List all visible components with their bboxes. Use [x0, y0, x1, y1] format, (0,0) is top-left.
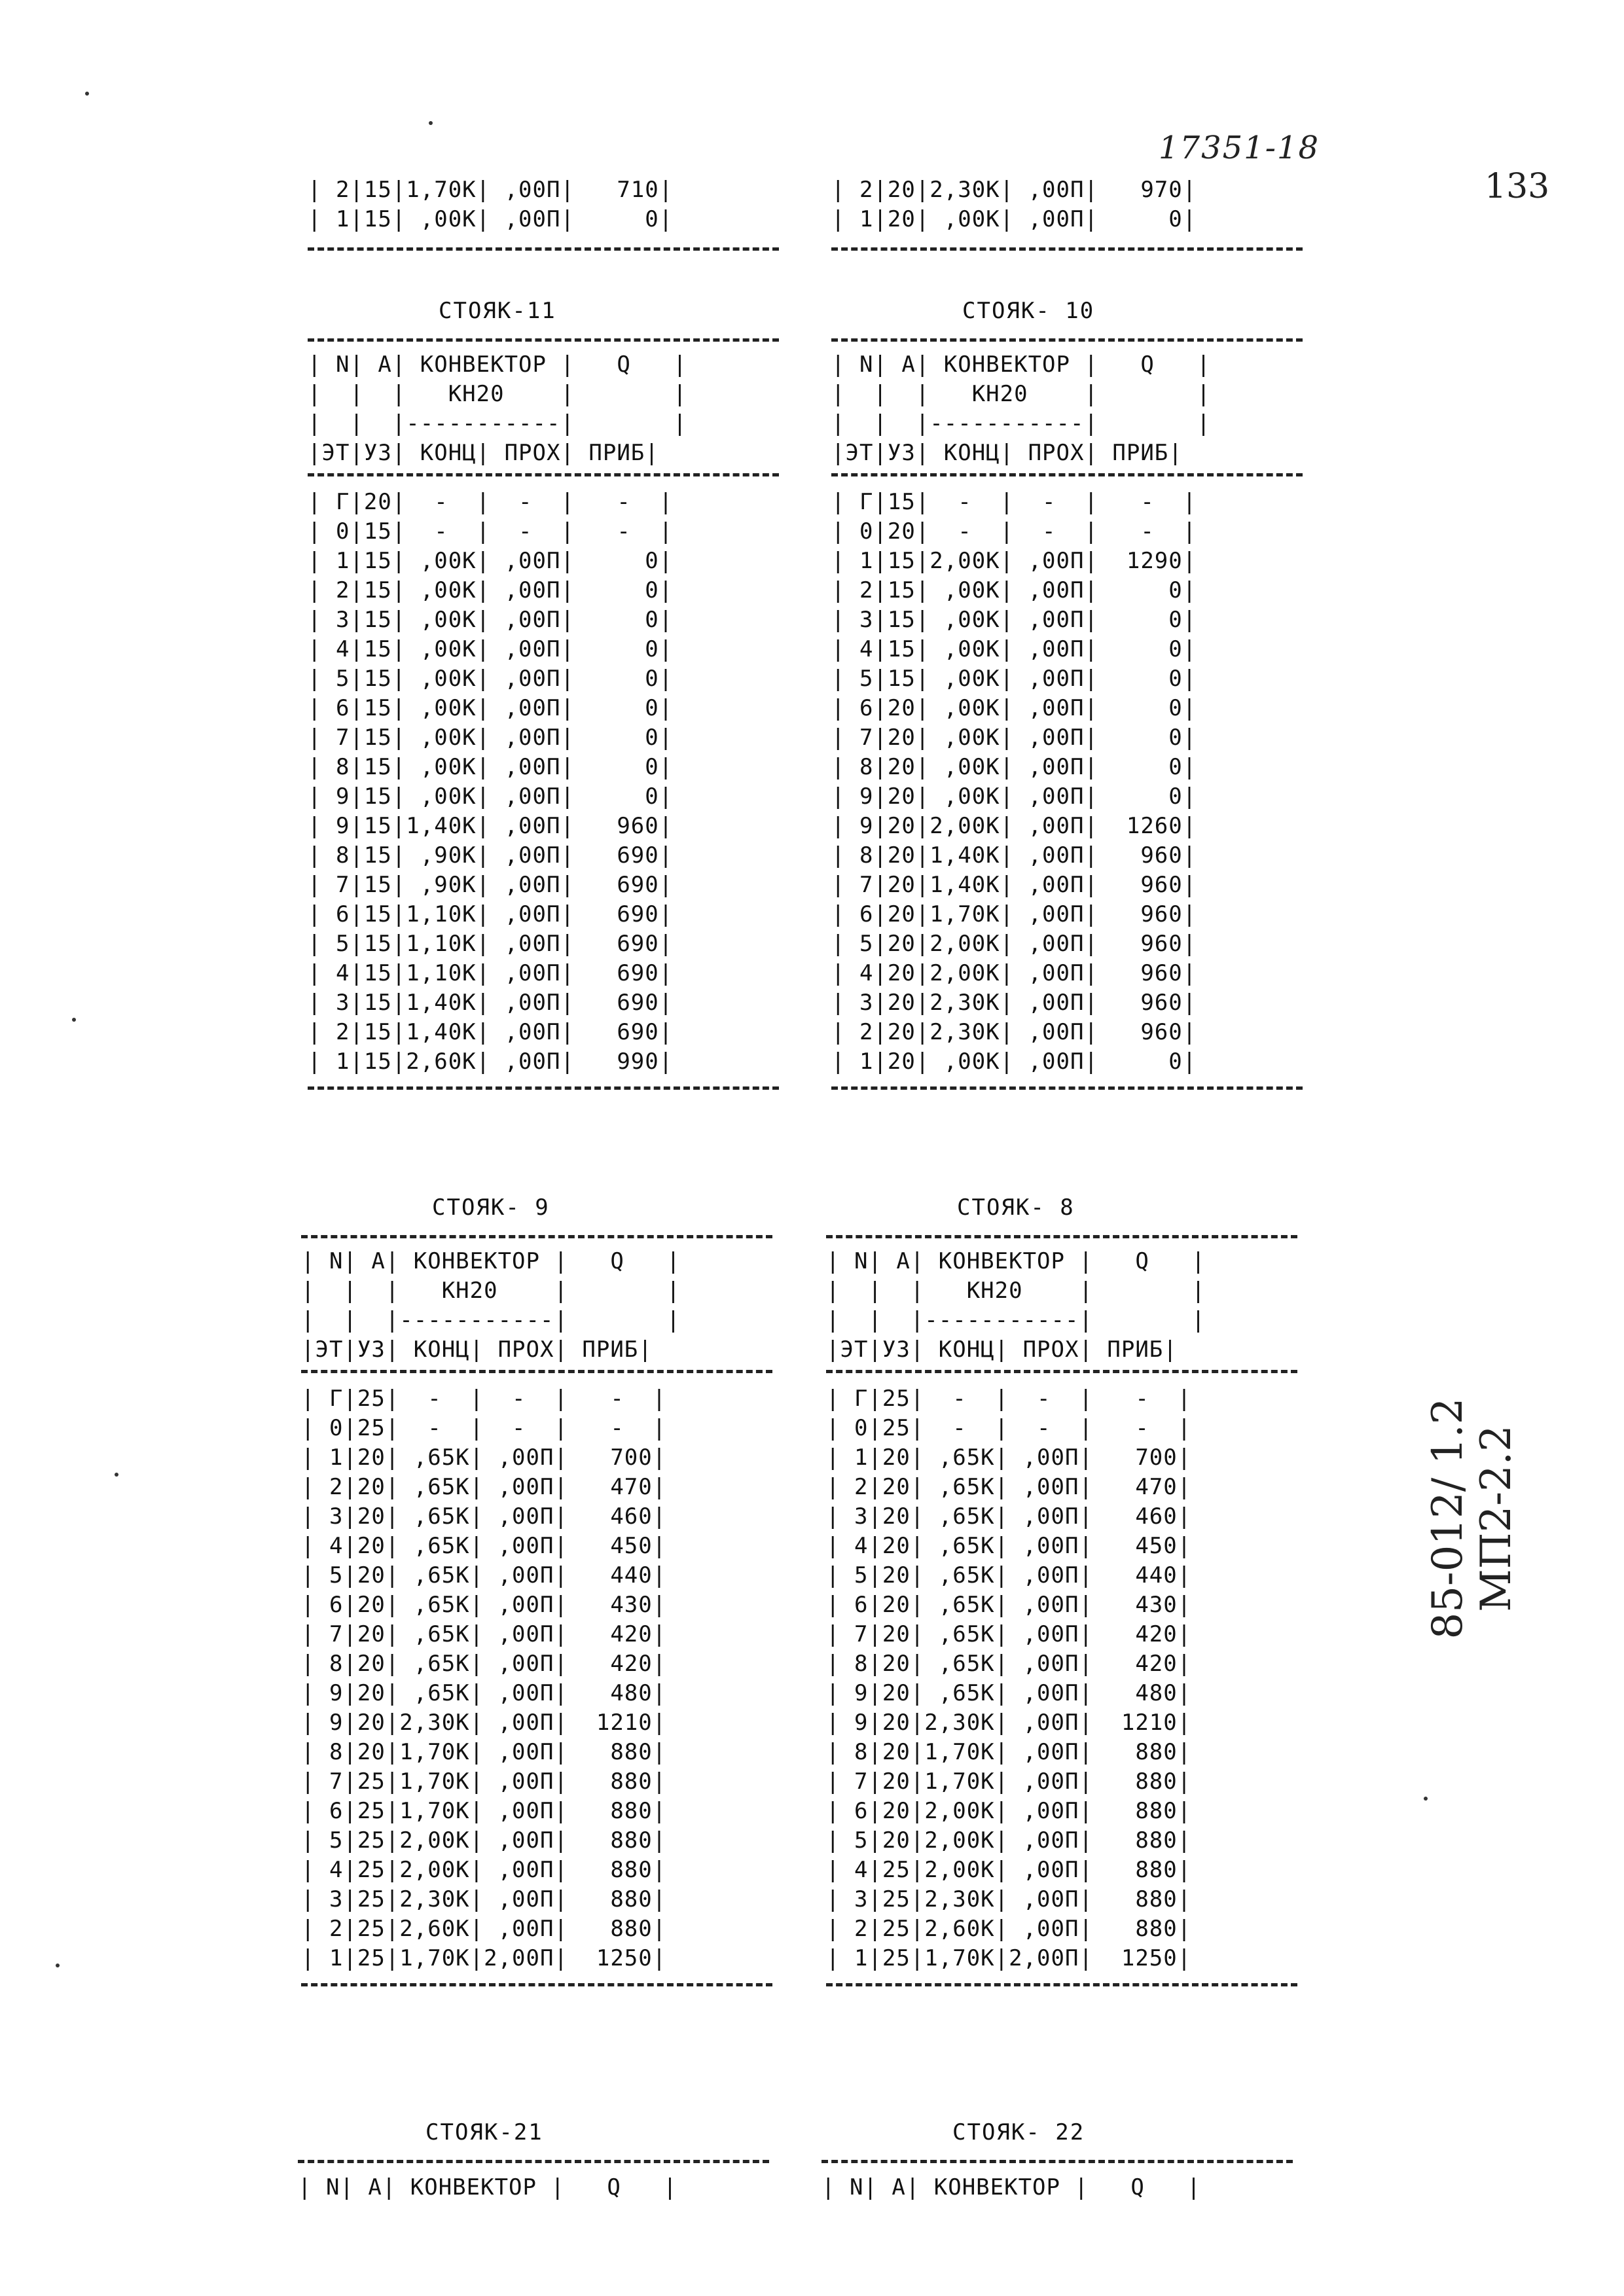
table-row: | 6|20|2,00К| ,00П| 880| — [826, 1798, 1192, 1824]
divider — [831, 1086, 1303, 1090]
table-row: | 1|25|1,70К|2,00П| 1250| — [301, 1945, 667, 1971]
header-line: | | |-----------| | — [301, 1307, 681, 1333]
table-row: | 4|20|2,00К| ,00П| 960| — [831, 960, 1197, 986]
table-row: | 9|20|2,30К| ,00П| 1210| — [301, 1710, 667, 1736]
page-number: 133 — [1485, 167, 1550, 206]
table-row: | 8|20| ,65К| ,00П| 420| — [826, 1651, 1192, 1677]
table-row: | 6|20| ,00К| ,00П| 0| — [831, 695, 1197, 721]
table-header — [831, 350, 1211, 468]
header-line: | N| А| КОНВЕКТОР | Q | — [308, 351, 687, 378]
table-row: | 9|15|1,40К| ,00П| 960| — [308, 813, 674, 839]
header-line: | | |-----------| | — [831, 410, 1211, 437]
divider — [298, 2160, 769, 2163]
table-body — [831, 488, 1197, 1077]
table-row: | 3|15| ,00К| ,00П| 0| — [308, 607, 674, 633]
divider — [831, 247, 1303, 251]
table-row: | 3|20|2,30К| ,00П| 960| — [831, 990, 1197, 1016]
table-row: | 1|15|2,60К| ,00П| 990| — [308, 1049, 674, 1075]
divider — [308, 338, 779, 342]
header-line: | | | КН20 | | — [831, 381, 1211, 407]
divider — [826, 1983, 1297, 1986]
table-body — [301, 1384, 666, 1973]
table-row: | 6|20|1,70К| ,00П| 960| — [831, 901, 1197, 927]
table-row: | Г|15| - | - | - | — [831, 489, 1197, 515]
table-row: | 3|25|2,30К| ,00П| 880| — [301, 1886, 667, 1912]
table-row: | 6|15|1,10К| ,00П| 690| — [308, 901, 674, 927]
table-row: | 3|25|2,30К| ,00П| 880| — [826, 1886, 1192, 1912]
table-row: | 1|25|1,70К|2,00П| 1250| — [826, 1945, 1192, 1971]
table-row: | 2|20| ,65К| ,00П| 470| — [826, 1474, 1192, 1500]
table-row: | 7|25|1,70К| ,00П| 880| — [301, 1768, 667, 1795]
header-line: |ЭТ|УЗ| КОНЦ| ПРОХ| ПРИБ| — [308, 440, 659, 466]
table-row: | 5|15|1,10К| ,00П| 690| — [308, 931, 674, 957]
header-line: | N| А| КОНВЕКТОР | Q | — [301, 1248, 681, 1274]
table-row: | 0|25| - | - | - | — [301, 1415, 667, 1441]
header-line: | N| А| КОНВЕКТОР | Q | — [831, 351, 1211, 378]
header-line: | | |-----------| | — [308, 410, 687, 437]
table-row: | 0|25| - | - | - | — [826, 1415, 1192, 1441]
table-row: | 4|15| ,00К| ,00П| 0| — [308, 636, 674, 662]
table-row: | 7|15| ,90К| ,00П| 690| — [308, 872, 674, 898]
table-row: | 6|25|1,70К| ,00П| 880| — [301, 1798, 667, 1824]
header-line: | | |-----------| | — [826, 1307, 1206, 1333]
table-title: СТОЯК- 9 — [432, 1194, 550, 1221]
divider — [831, 338, 1303, 342]
table-row: | 3|15| ,00К| ,00П| 0| — [831, 607, 1197, 633]
table-title: СТОЯК- 8 — [957, 1194, 1075, 1221]
table-row: | 7|20|1,40К| ,00П| 960| — [831, 872, 1197, 898]
table-row: | 2|15|1,40К| ,00П| 690| — [308, 1019, 674, 1045]
scan-speck — [429, 121, 433, 125]
header-line: | | | КН20 | | — [826, 1278, 1206, 1304]
header-line: | | | КН20 | | — [308, 381, 687, 407]
table-title-stoyak-22: СТОЯК- 22 — [952, 2119, 1085, 2145]
table-row: | 8|20| ,00К| ,00П| 0| — [831, 754, 1197, 780]
table-row: | 5|20| ,65К| ,00П| 440| — [301, 1562, 667, 1588]
table-row: | 2|20| ,65К| ,00П| 470| — [301, 1474, 667, 1500]
divider — [308, 247, 779, 251]
table-row: | 5|15| ,00К| ,00П| 0| — [308, 666, 674, 692]
continuation-left: | 2|15|1,70К| ,00П| 710| | 1|15| ,00К| ,00П| 0| — [308, 177, 674, 232]
table-row: | 3|20| ,65К| ,00П| 460| — [826, 1503, 1192, 1530]
table-row: | 5|20|2,00К| ,00П| 880| — [826, 1827, 1192, 1854]
table-row: | 7|20| ,00К| ,00П| 0| — [831, 725, 1197, 751]
table-header-stoyak-22: | N| А| КОНВЕКТОР | Q | — [821, 2174, 1201, 2200]
table-row: | Г|25| - | - | - | — [301, 1386, 667, 1412]
table-row: | 9|20| ,00К| ,00П| 0| — [831, 783, 1197, 810]
divider — [301, 1370, 772, 1373]
table-row: | 9|20|2,30К| ,00П| 1210| — [826, 1710, 1192, 1736]
divider — [826, 1370, 1297, 1373]
divider — [308, 1086, 779, 1090]
table-row: | 9|20|2,00К| ,00П| 1260| — [831, 813, 1197, 839]
divider — [826, 1235, 1297, 1238]
table-header-stoyak-21: | N| А| КОНВЕКТОР | Q | — [298, 2174, 677, 2200]
table-body — [826, 1384, 1191, 1973]
table-row: | 5|15| ,00К| ,00П| 0| — [831, 666, 1197, 692]
table-row: | 1|15| ,00К| ,00П| 0| — [308, 548, 674, 574]
table-row: | 3|20| ,65К| ,00П| 460| — [301, 1503, 667, 1530]
table-title-stoyak-21: СТОЯК-21 — [425, 2119, 543, 2145]
document-number: 17351-18 — [1159, 130, 1320, 166]
table-row: | 2|15| ,00К| ,00П| 0| — [308, 577, 674, 603]
continuation-right: | 2|20|2,30К| ,00П| 970| | 1|20| ,00К| ,00П| 0| — [831, 177, 1197, 232]
table-row: | 4|20| ,65К| ,00П| 450| — [826, 1533, 1192, 1559]
table-row: | 3|15|1,40К| ,00П| 690| — [308, 990, 674, 1016]
table-row: | 7|20|1,70К| ,00П| 880| — [826, 1768, 1192, 1795]
table-row: | 0|15| - | - | - | — [308, 518, 674, 545]
table-row: | 0|20| - | - | - | — [831, 518, 1197, 545]
table-row: | 5|20| ,65К| ,00П| 440| — [826, 1562, 1192, 1588]
table-row: | 8|20| ,65К| ,00П| 420| — [301, 1651, 667, 1677]
scan-speck — [72, 1018, 76, 1022]
table-row: | 9|20| ,65К| ,00П| 480| — [301, 1680, 667, 1706]
table-title: СТОЯК-11 — [439, 298, 556, 324]
table-row: | 7|20| ,65К| ,00П| 420| — [826, 1621, 1192, 1647]
header-line: |ЭТ|УЗ| КОНЦ| ПРОХ| ПРИБ| — [301, 1336, 653, 1363]
table-title: СТОЯК- 10 — [962, 298, 1095, 324]
table-row: | 9|15| ,00К| ,00П| 0| — [308, 783, 674, 810]
table-row: | 9|20| ,65К| ,00П| 480| — [826, 1680, 1192, 1706]
divider — [821, 2160, 1293, 2163]
table-body — [308, 488, 673, 1077]
scan-speck — [1424, 1797, 1428, 1801]
table-header — [301, 1247, 681, 1365]
table-header — [308, 350, 687, 468]
table-row: | 1|20| ,65К| ,00П| 700| — [301, 1444, 667, 1471]
table-row: | 8|20|1,40К| ,00П| 960| — [831, 842, 1197, 869]
side-stamp: 85-012/ 1.2 МП2-2.2 — [1424, 1397, 1521, 1640]
table-row: | 8|15| ,00К| ,00П| 0| — [308, 754, 674, 780]
scan-speck — [115, 1473, 118, 1477]
scan-speck — [85, 92, 89, 96]
table-row: | 6|20| ,65К| ,00П| 430| — [301, 1592, 667, 1618]
table-row: | 7|15| ,00К| ,00П| 0| — [308, 725, 674, 751]
table-row: | 2|25|2,60К| ,00П| 880| — [826, 1916, 1192, 1942]
table-row: | 8|15| ,90К| ,00П| 690| — [308, 842, 674, 869]
table-row: | 2|20|2,30К| ,00П| 960| — [831, 1019, 1197, 1045]
divider — [308, 473, 779, 476]
table-row: | 6|15| ,00К| ,00П| 0| — [308, 695, 674, 721]
table-row: | 7|20| ,65К| ,00П| 420| — [301, 1621, 667, 1647]
header-line: |ЭТ|УЗ| КОНЦ| ПРОХ| ПРИБ| — [831, 440, 1183, 466]
table-row: | 4|25|2,00К| ,00П| 880| — [301, 1857, 667, 1883]
table-row: | 1|15|2,00К| ,00П| 1290| — [831, 548, 1197, 574]
table-row: | 4|25|2,00К| ,00П| 880| — [826, 1857, 1192, 1883]
table-row: | 1|20| ,00К| ,00П| 0| — [831, 1049, 1197, 1075]
table-row: | 2|25|2,60К| ,00П| 880| — [301, 1916, 667, 1942]
divider — [301, 1983, 772, 1986]
table-row: | Г|25| - | - | - | — [826, 1386, 1192, 1412]
table-row: | 4|20| ,65К| ,00П| 450| — [301, 1533, 667, 1559]
table-row: | 1|20| ,65К| ,00П| 700| — [826, 1444, 1192, 1471]
table-row: | 5|20|2,00К| ,00П| 960| — [831, 931, 1197, 957]
table-row: | 4|15| ,00К| ,00П| 0| — [831, 636, 1197, 662]
table-row: | 4|15|1,10К| ,00П| 690| — [308, 960, 674, 986]
scan-speck — [56, 1964, 60, 1967]
table-row: | 6|20| ,65К| ,00П| 430| — [826, 1592, 1192, 1618]
table-row: | 8|20|1,70К| ,00П| 880| — [826, 1739, 1192, 1765]
divider — [831, 473, 1303, 476]
table-header — [826, 1247, 1206, 1365]
table-row: | 8|20|1,70К| ,00П| 880| — [301, 1739, 667, 1765]
table-row: | 2|15| ,00К| ,00П| 0| — [831, 577, 1197, 603]
table-row: | 5|25|2,00К| ,00П| 880| — [301, 1827, 667, 1854]
header-line: |ЭТ|УЗ| КОНЦ| ПРОХ| ПРИБ| — [826, 1336, 1178, 1363]
header-line: | | | КН20 | | — [301, 1278, 681, 1304]
divider — [301, 1235, 772, 1238]
table-row: | Г|20| - | - | - | — [308, 489, 674, 515]
header-line: | N| А| КОНВЕКТОР | Q | — [826, 1248, 1206, 1274]
